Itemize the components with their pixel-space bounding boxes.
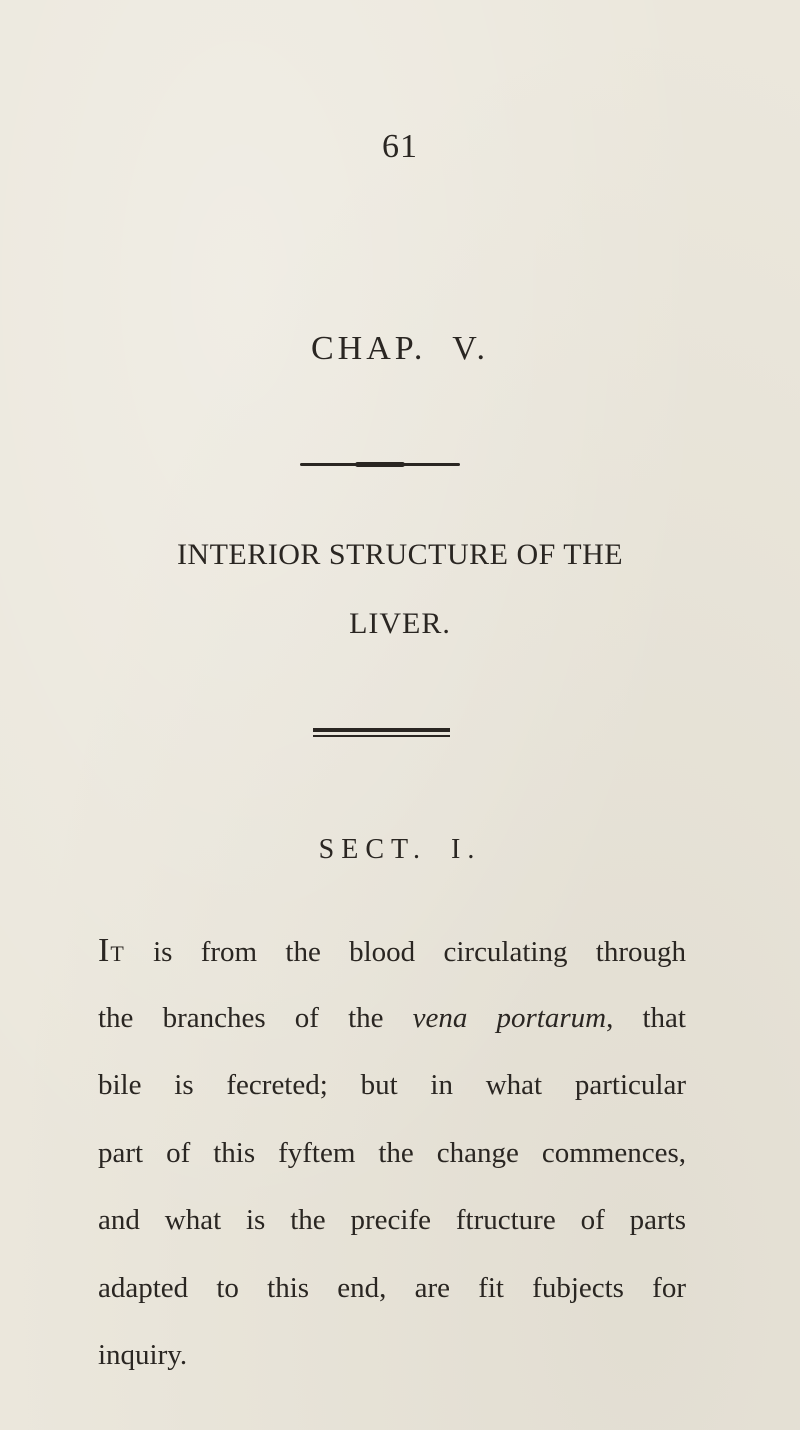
- paragraph-line-4: part of this fyftem the change commences,: [98, 1136, 686, 1169]
- paragraph-line-7: inquiry.: [98, 1339, 188, 1371]
- line-1-text: is from the blood circulating through: [124, 936, 686, 968]
- ornamental-rule-top: [300, 463, 460, 466]
- ornamental-rule-double: [313, 728, 450, 738]
- rule-thick-bar: [313, 728, 450, 732]
- line-2-pre: the branches of the: [98, 1001, 413, 1034]
- page-number: 61: [382, 128, 418, 165]
- line-2-post: , that: [606, 1001, 686, 1034]
- chapter-heading: CHAP. V.: [311, 330, 489, 367]
- section-heading: SECT. I.: [318, 834, 482, 865]
- initial-letter: I: [98, 932, 111, 969]
- paragraph-line-3: bile is fecreted; but in what particular: [98, 1069, 686, 1101]
- paragraph-line-5: and what is the precife ftructure of parts: [98, 1204, 686, 1236]
- chapter-title-line-1: INTERIOR STRUCTURE OF THE: [176, 538, 624, 571]
- rule-thin-bar: [313, 735, 450, 737]
- paragraph-line-2: [98, 985, 686, 1053]
- body-paragraph: [98, 917, 686, 1390]
- chapter-title-line-2: LIVER.: [349, 607, 451, 640]
- paragraph-line-6: adapted to this end, are fit fubjects for: [98, 1271, 686, 1304]
- paragraph-line-1: [98, 917, 686, 985]
- initial-smallcaps: T: [110, 941, 125, 966]
- latin-term: vena portarum: [412, 1001, 607, 1034]
